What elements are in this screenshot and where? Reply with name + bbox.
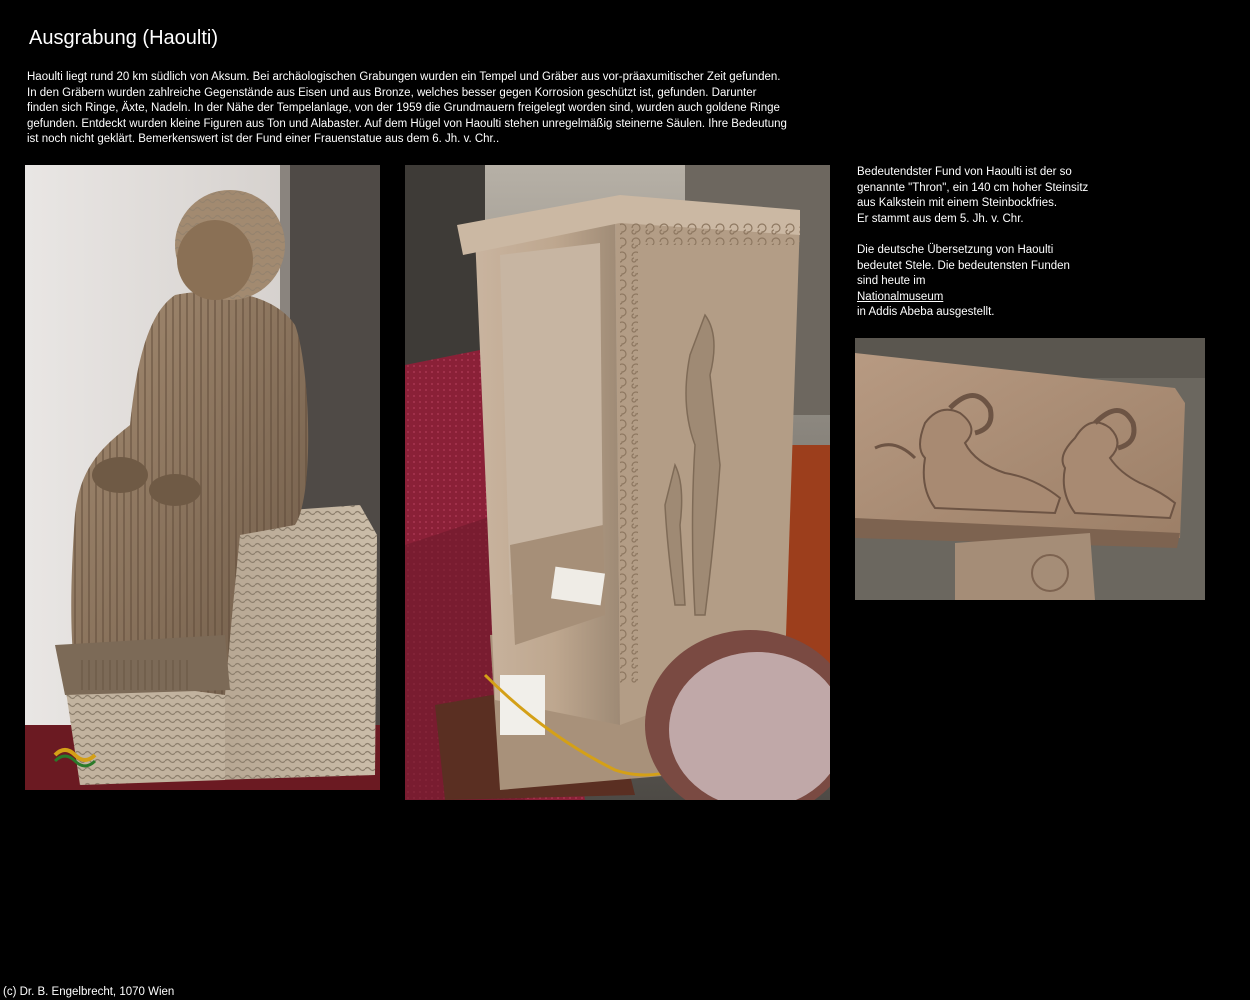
description-line: Die deutsche Übersetzung von Haoulti xyxy=(857,244,1054,256)
throne-description xyxy=(857,165,1117,227)
page-title: Ausgrabung (Haoulti) xyxy=(29,27,218,49)
throne-photo[interactable] xyxy=(405,165,830,800)
description-line: in Addis Abeba ausgestellt. xyxy=(857,306,995,319)
nationalmuseum-link[interactable]: Nationalmuseum xyxy=(857,290,944,303)
description-line: Er stammt aus dem 5. Jh. v. Chr. xyxy=(857,212,1024,225)
translation-description xyxy=(857,243,1117,321)
footer-copyright: (c) Dr. B. Engelbrecht, 1070 Wien xyxy=(3,986,175,998)
statue-photo[interactable] xyxy=(25,165,380,790)
intro-line: gefunden. Entdeckt wurden kleine Figuren aus Ton und Alabaster. Auf dem Hügel von Haoulti stehen unregelmäßig steinerne Säulen. Ihre Bedeutung xyxy=(27,117,787,130)
frieze-image xyxy=(855,338,1205,600)
intro-line: finden sich Ringe, Äxte, Nadeln. In der Nähe der Tempelanlage, von der 1959 die Grundmauern freigelegt worden sind, wurden auch goldene Ringe xyxy=(27,102,780,115)
intro-text xyxy=(27,70,827,148)
frieze-photo[interactable] xyxy=(855,338,1205,600)
throne-image xyxy=(405,165,830,800)
description-line: Bedeutendster Fund von Haoulti ist der so xyxy=(857,166,1072,178)
intro-line: Haoulti liegt rund 20 km südlich von Aksum. Bei archäologischen Grabungen wurden ein Tempel und Gräber aus vor-präaxumitischer Zeit gefunden. xyxy=(27,71,781,83)
intro-line: ist noch nicht geklärt. Bemerkenswert ist der Fund einer Frauenstatue aus dem 6. Jh. v. Chr.. xyxy=(27,133,500,146)
description-line: sind heute im xyxy=(857,275,926,288)
description-line: aus Kalkstein mit einem Steinbockfries. xyxy=(857,197,1058,210)
intro-line: In den Gräbern wurden zahlreiche Gegenstände aus Eisen und aus Bronze, welches besser gegen Korrosion geschützt ist, gefunden. Darunter xyxy=(27,86,757,99)
statue-image xyxy=(25,165,380,790)
description-line: genannte "Thron", ein 140 cm hoher Steinsitz xyxy=(857,181,1089,194)
description-line: bedeutet Stele. Die bedeutensten Funden xyxy=(857,259,1070,272)
